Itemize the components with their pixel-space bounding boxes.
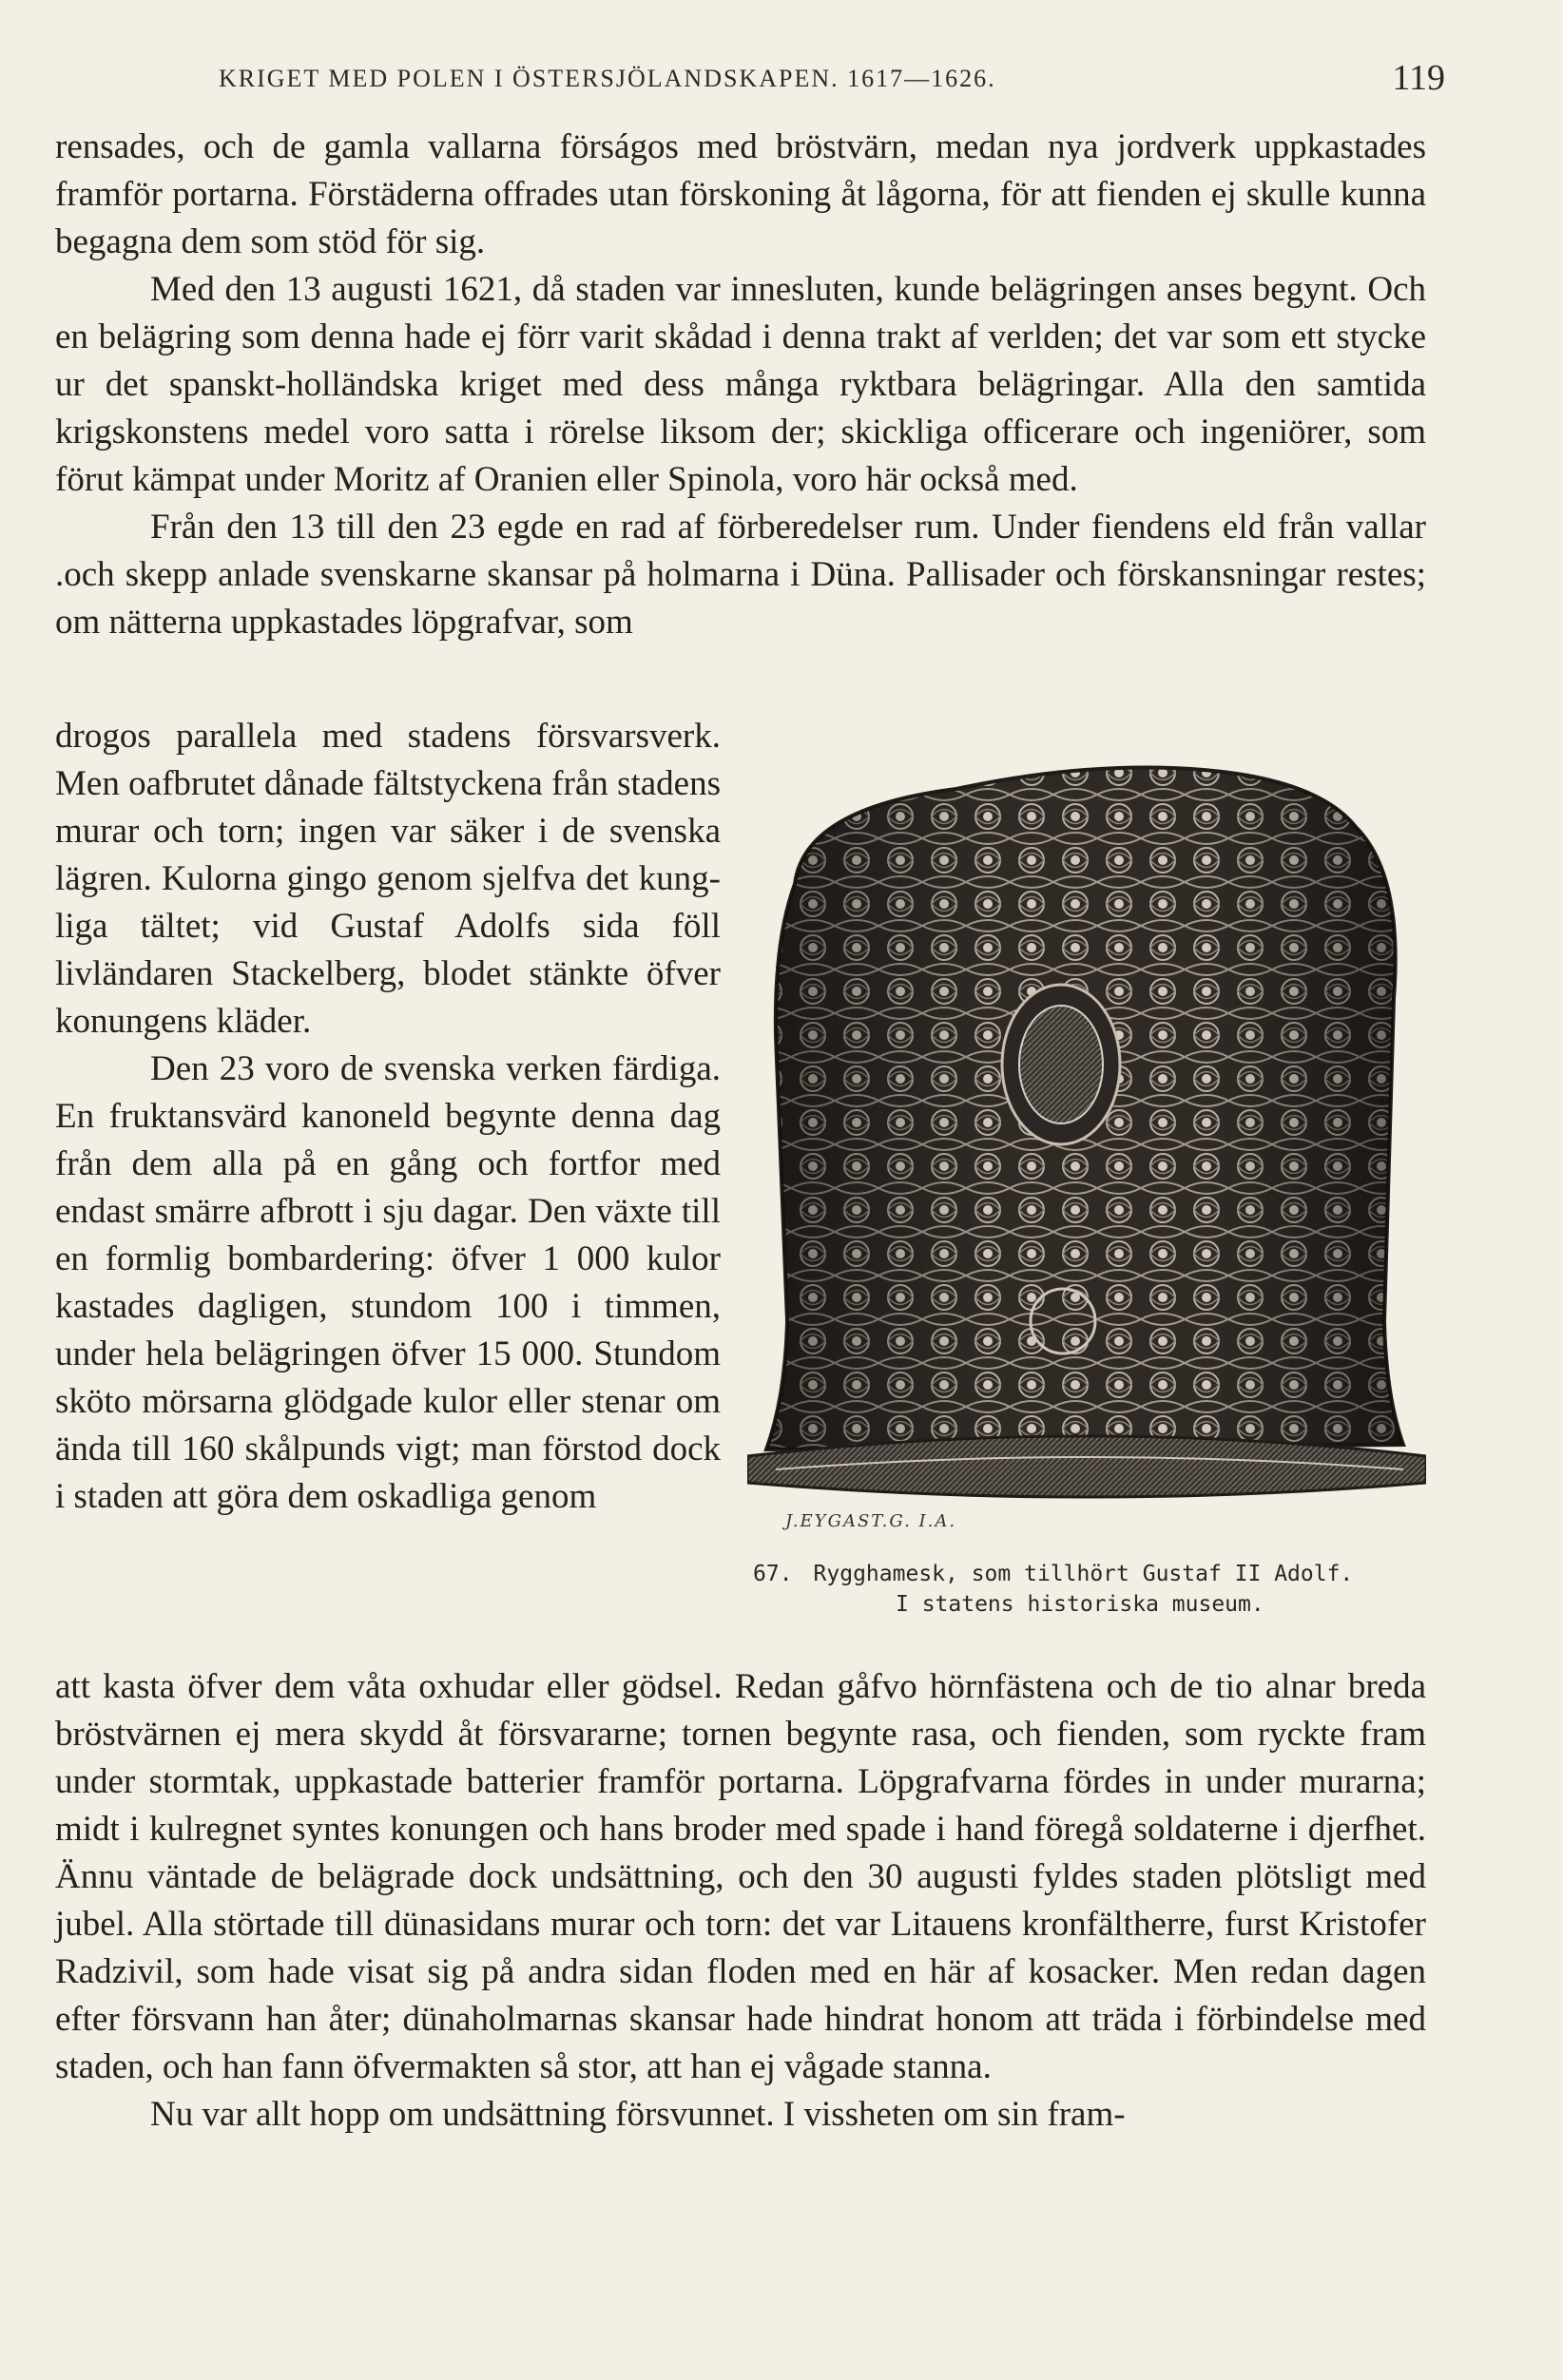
figure-67 xyxy=(747,751,1426,1635)
bottom-text-block xyxy=(55,1663,1426,2139)
engraver-signature: J.EYGAST.G. I.A. xyxy=(785,1511,957,1531)
paragraph-4-bottom: att kasta öfver dem våta oxhudar eller gödsel. Redan gåfvo hörnfästena och de tio alnar breda bröstvärnen ej mera skydd åt försvararne; tornen begynte rasa, och fienden, som ryckte fram under stormtak, uppkastade batterier framför portarna. Löpgrafvarna fördes in under murarna; midt i kulregnet syntes konungen och hans broder med spade i hand föregå soldaterne i djerfhet. Ännu väntade de belägrade dock undsättning, och den 30 augusti fyldes staden plötsligt med jubel. Alla störtade till dünasidans murar och torn: det var Litauens kronfältherre, furst Kristofer Radzivil, som hade visat sig på andra sidan floden med en här af kosacker. Men redan dagen efter försvann han åter; dünaholmarnas skansar hade hindrat honom att träda i förbindelse med staden, och han fann öfvermakten så stor, att han ej vågade stanna. xyxy=(55,1667,1426,2086)
figure-caption xyxy=(747,1559,1426,1620)
paragraph-2: Med den 13 augusti 1621, då staden var innesluten, kunde belägringen anses begynt. Och en belägring som denna hade ej förr varit skådad i denna trakt af verlden; det var som ett stycke ur det spanskt-holländska kriget med dess många ryktbara belägringar. Alla den samtida krigskonstens medel voro satta i rörelse liksom der; skickliga officerare och ingeniörer, som förut kämpat under Moritz af Oranien eller Spinola, voro här också med. xyxy=(55,270,1426,499)
caption-number: 67. xyxy=(753,1562,793,1586)
paragraph-3-left: drogos parallela med stadens försvarsverk. Men oafbrutet dånade fältstyckena från stadens murar och torn; ingen var säker i de svenska lägren. Kulorna gingo genom sjelfva det kungliga tältet; vid Gustaf Adolfs sida föll livländaren Stackelberg, blodet stänkte öfver konungens kläder. xyxy=(55,717,721,1041)
caption-line-1: Rygghamesk, som tillhört Gustaf II Adolf. xyxy=(813,1562,1354,1586)
left-column-text xyxy=(55,713,721,1521)
paragraph-1: rensades, och de gamla vallarna förságos med bröstvärn, medan nya jordverk uppkastades framför portarna. Förstäderna offrades utan förskoning åt lågorna, för att fienden ej skulle kunna begagna dem som stöd för sig. xyxy=(55,127,1426,261)
paragraph-5: Nu var allt hopp om undsättning försvunnet. I vissheten om sin fram- xyxy=(150,2095,1126,2134)
top-text-block xyxy=(55,124,1426,646)
page-number: 119 xyxy=(1392,58,1445,98)
page-header xyxy=(57,57,1445,114)
caption-line-2: I statens historiska museum. xyxy=(896,1592,1264,1617)
paragraph-3-top: Från den 13 till den 23 egde en rad af förberedelser rum. Under fiendens eld från vallar .och skepp anlade svenskarne skansar på holmarna i Düna. Pallisader och förskansningar restes; om nätterna uppkastades löpgrafvar, som xyxy=(55,508,1426,642)
armor-backplate-engraving xyxy=(747,751,1426,1530)
running-title: KRIGET MED POLEN I ÖSTERSJÖLANDSKAPEN. 1617—1626. xyxy=(219,65,996,92)
paragraph-4-left: Den 23 voro de svenska verken färdiga. En fruktansvärd kanoneld begynte denna dag från dem alla på en gång och fortfor med endast smärre afbrott i sju dagar. Den växte till en formlig bombardering: öfver 1 000 kulor kastades dagligen, stundom 100 i timmen, under hela belägringen öfver 15 000. Stundom sköto mörsarna glödgade kulor eller stenar om ända till 160 skålpunds vigt; man förstod dock i staden att göra dem oskadliga genom xyxy=(55,1049,721,1516)
